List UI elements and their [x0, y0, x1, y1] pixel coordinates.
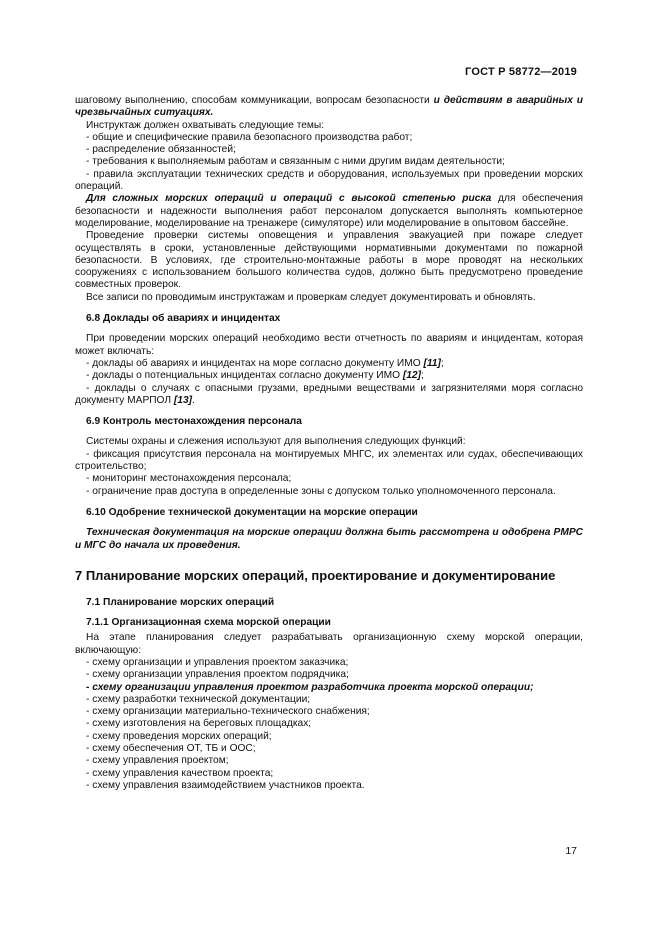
- section-intro: При проведении морских операций необходимо вести отчетность по авариям и инцидентам, которая может включать:: [75, 333, 583, 357]
- section-heading: 6.9 Контроль местонахождения персонала: [86, 416, 302, 428]
- list-item: - схему организации управления проектом подрядчика;: [86, 669, 349, 681]
- list-item: - мониторинг местонахождения персонала;: [86, 473, 292, 485]
- reference-link: [13]: [173, 394, 193, 406]
- document-body: [75, 95, 583, 792]
- emphasis-text: и действиям в аварийных и чрезвычайных ситуациях.: [75, 95, 584, 119]
- list-item: - доклады о случаях с опасными грузами, вредными веществами и загрязнителями моря согласно документу МАРПОЛ [13].: [75, 382, 583, 406]
- paragraph-complex-operations: Для сложных морских операций и операций с высокой степенью риска для обеспечения безопасности и надежности выполнения работ персоналом допускается выполнять компьютерное моделирование, моделирование на тренажере (симуляторе) или моделирование в опытовом бассейне.: [75, 193, 583, 229]
- list-item: - схему управления взаимодействием участников проекта.: [86, 779, 365, 791]
- list-item: - общие и специфические правила безопасного производства работ;: [86, 131, 413, 143]
- section-heading: 6.8 Доклады об авариях и инцидентах: [86, 313, 281, 325]
- list-item: - схему разработки технической документации;: [86, 693, 311, 705]
- paragraph-fire-check: Проведение проверки системы оповещения и управления эвакуацией при пожаре следует осуществлять в сроки, установленные действующими нормативными документами по пожарной безопасности. В условиях, где строительно-монтажные работы в море проводят на нескольких сооружениях с использованием большого количества судов, должно быть предусмотрено проведение совместных проверок.: [75, 230, 583, 291]
- emphasis-text: Для сложных морских операций и операций с высокой степенью риска: [86, 193, 492, 205]
- list-item: - схему проведения морских операций;: [86, 730, 272, 742]
- list-item: - распределение обязанностей;: [86, 144, 236, 156]
- list-item: - доклады о потенциальных инцидентах согласно документу ИМО [12];: [86, 370, 424, 382]
- section-intro: Системы охраны и слежения используют для выполнения следующих функций:: [86, 436, 466, 448]
- list-item: - схему организации управления проектом разработчика проекта морской операции;: [86, 681, 534, 693]
- section-heading: 6.10 Одобрение технической документации на морские операции: [86, 506, 418, 518]
- list-item: - схему обеспечения ОТ, ТБ и ООС;: [86, 743, 256, 755]
- page-number: 17: [565, 845, 577, 857]
- chapter-heading: 7 Планирование морских операций, проектирование и документирование: [75, 567, 556, 583]
- list-item: - схему управления качеством проекта;: [86, 767, 274, 779]
- emphasis-paragraph: Техническая документация на морские операции должна быть рассмотрена и одобрена РМРС и МГС до начала их проведения.: [75, 527, 583, 551]
- reference-link: [12]: [402, 370, 421, 382]
- list-item: - требования к выполняемым работам и связанным с ними другим видам деятельности;: [86, 156, 505, 168]
- section-intro: На этапе планирования следует разрабатывать организационную схему морской операции, включающую:: [75, 632, 583, 656]
- paragraph-briefing-end: шаговому выполнению, способам коммуникации, вопросам безопасности и действиям в аварийных и чрезвычайных ситуациях.: [75, 95, 584, 119]
- list-item: - фиксация присутствия персонала на монтируемых МНГС, их элементах или судах, обеспечивающих строительство;: [75, 448, 583, 473]
- list-item: - доклады об авариях и инцидентах на море согласно документу ИМО [11];: [86, 357, 444, 369]
- list-item: - схему изготовления на береговых площадках;: [86, 718, 312, 730]
- paragraph-records: Все записи по проводимым инструктажам и проверкам следует документировать и обновлять.: [86, 291, 536, 303]
- subsection-heading: 7.1 Планирование морских операций: [86, 596, 275, 608]
- list-item: - ограничение прав доступа в определенные зоны с допуском только уполномоченного персонала.: [86, 485, 556, 497]
- document-id: ГОСТ Р 58772—2019: [465, 66, 577, 78]
- list-item: - правила эксплуатации технических средств и оборудования, используемых при проведении морских операций.: [75, 168, 583, 193]
- scheme-list: [75, 657, 583, 792]
- subsubsection-heading: 7.1.1 Организационная схема морской операции: [86, 617, 331, 629]
- reference-link: [11]: [423, 357, 441, 369]
- instruction-intro: Инструктаж должен охватывать следующие темы:: [86, 119, 325, 131]
- list-item: - схему организации материально-технического снабжения;: [86, 706, 370, 718]
- list-item: - схему управления проектом;: [86, 755, 229, 767]
- list-item: - схему организации и управления проектом заказчика;: [86, 656, 349, 668]
